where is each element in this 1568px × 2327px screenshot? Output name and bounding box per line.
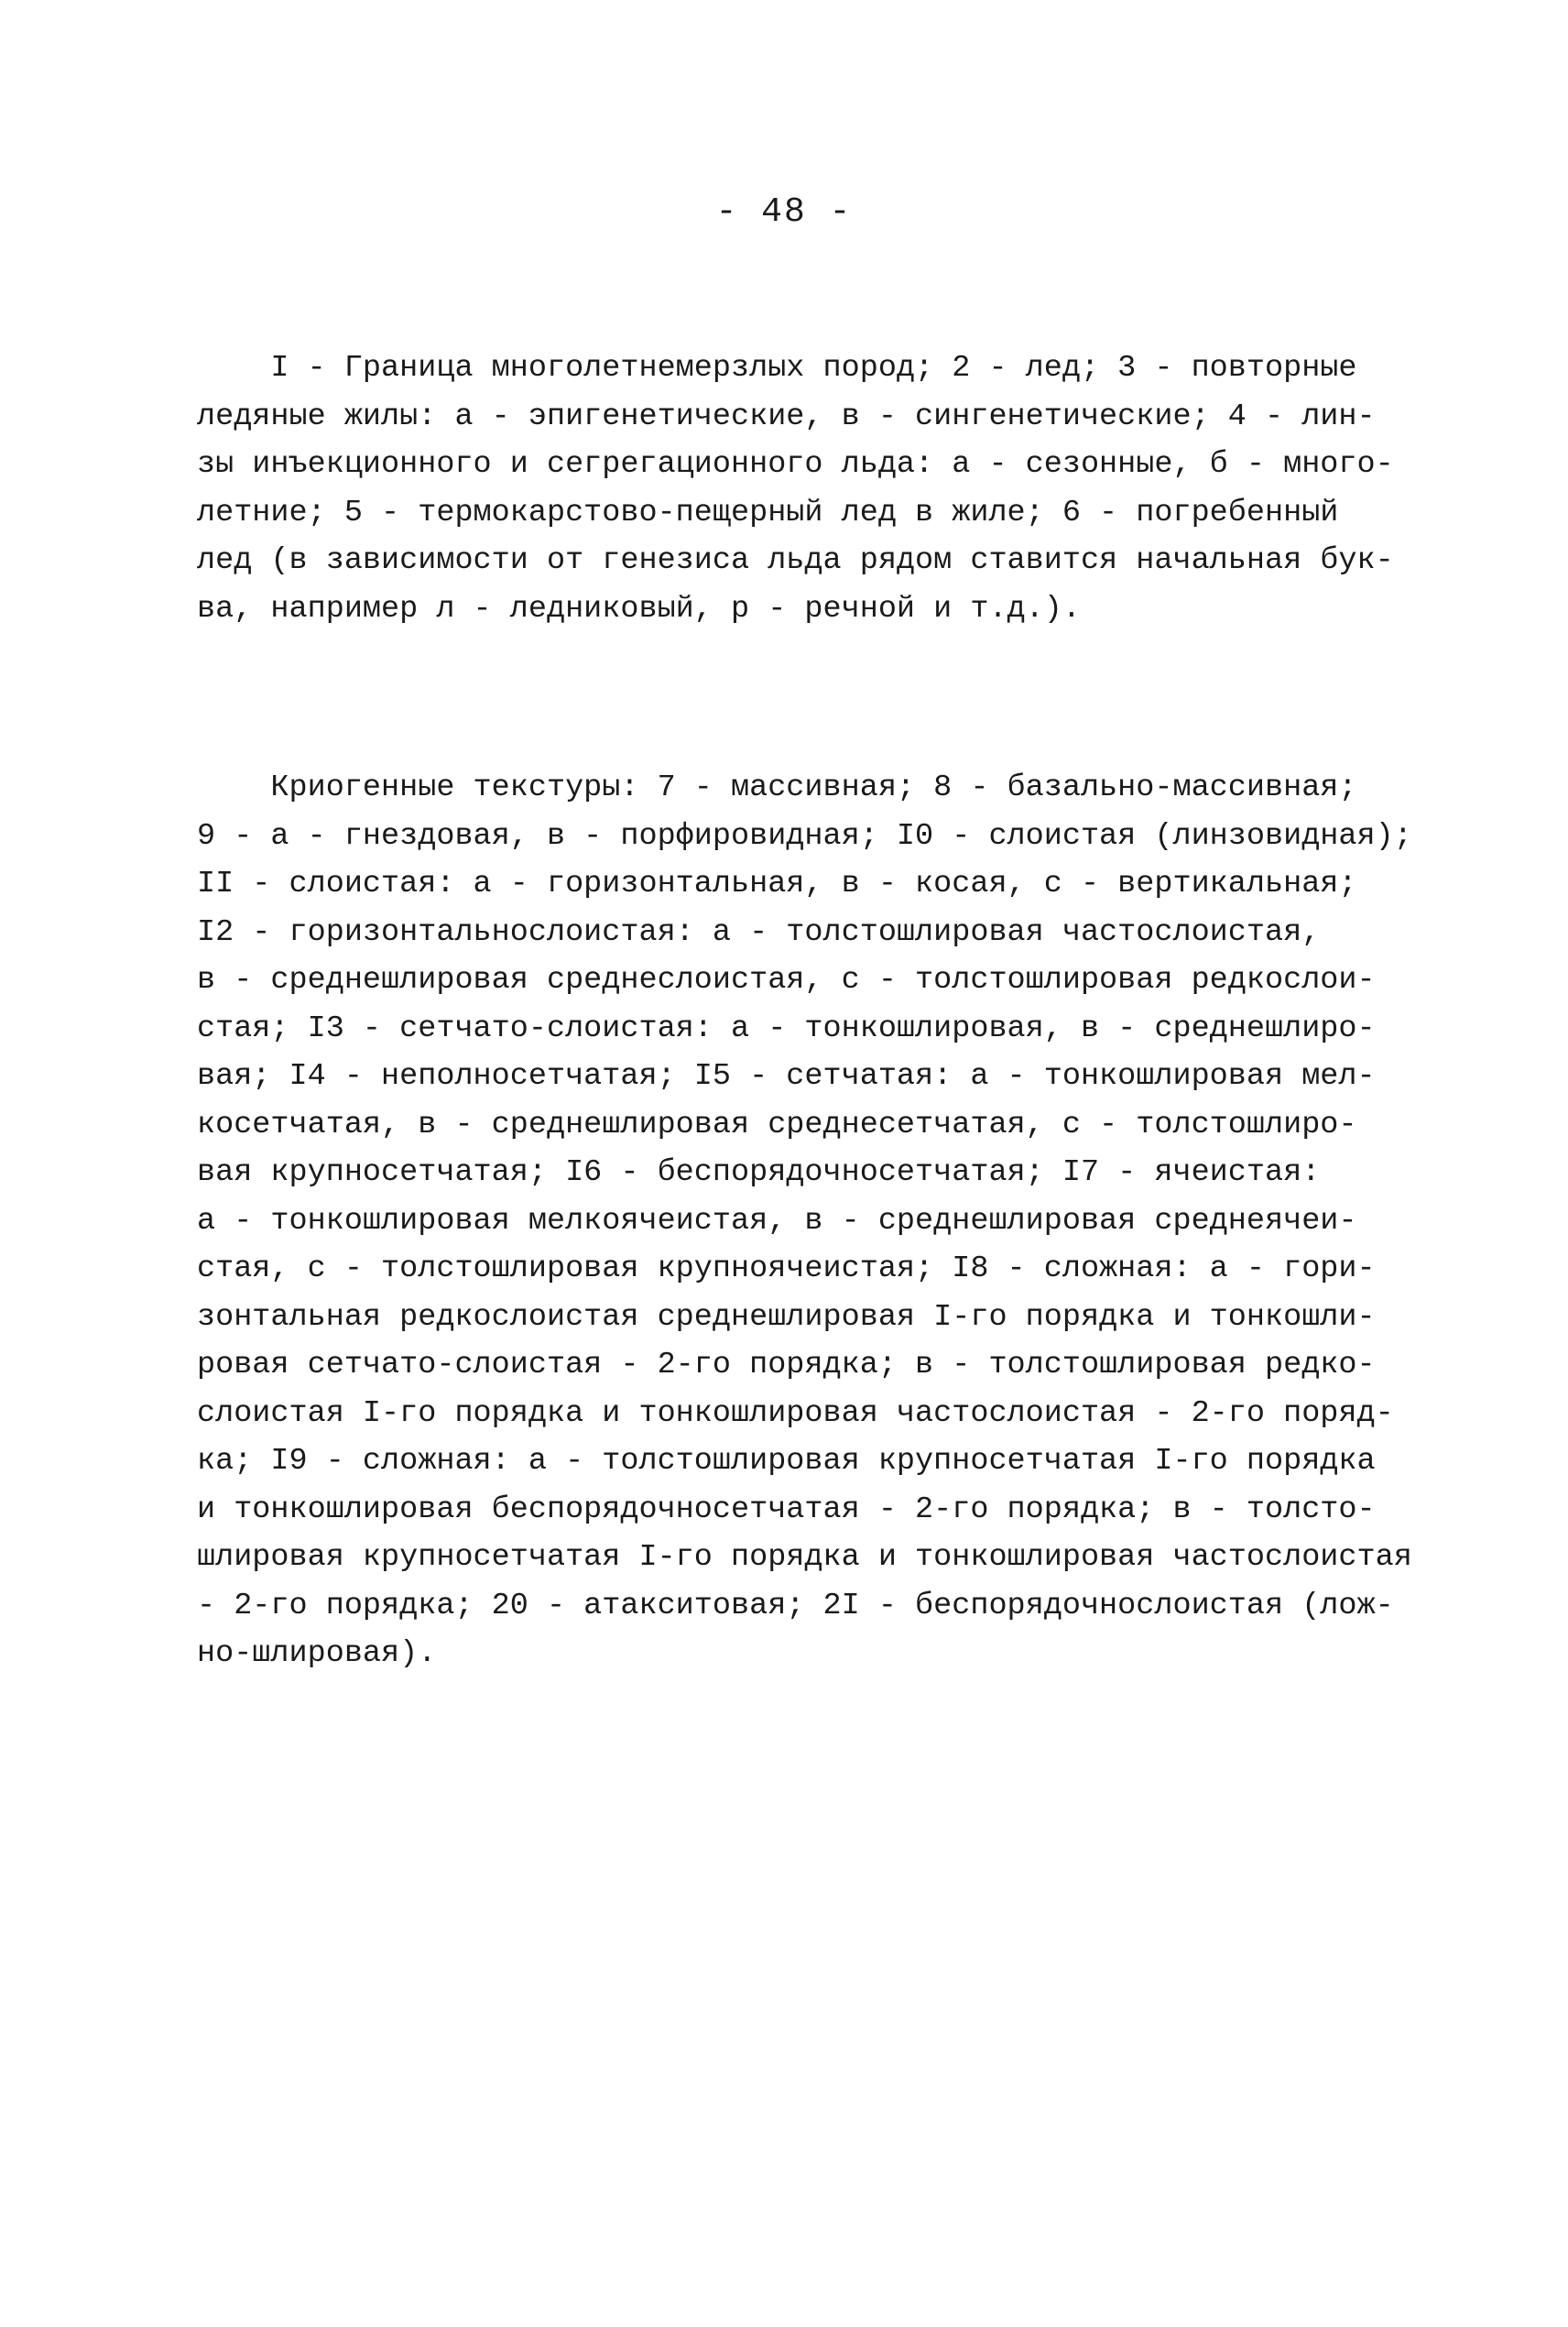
text-line: стая; I3 - сетчато-слоистая: а - тонкошлировая, в - среднешлиро- <box>197 1011 1376 1046</box>
text-line: слоистая I-го порядка и тонкошлировая частослоистая - 2-го поряд- <box>197 1395 1394 1431</box>
text-line: ледяные жилы: а - эпигенетические, в - сингенетические; 4 - лин- <box>197 399 1376 434</box>
legend-paragraph-cryogenic-textures <box>197 764 1433 1678</box>
legend-paragraph-ice-types <box>197 344 1433 633</box>
text-line: I2 - горизонтальнослоистая: а - толстошлировая частослоистая, <box>197 914 1321 950</box>
text-line: косетчатая, в - среднешлировая среднесетчатая, с - толстошлиро- <box>197 1107 1357 1142</box>
text-line: Криогенные текстуры: 7 - массивная; 8 - базально-массивная; <box>197 770 1357 805</box>
text-line: ка; I9 - сложная: а - толстошлировая крупносетчатая I-го порядка <box>197 1444 1376 1479</box>
page-number: - 48 - <box>715 192 853 232</box>
text-line: - 2-го порядка; 20 - атакситовая; 2I - беспорядочнослоистая (лож- <box>197 1588 1394 1623</box>
text-line: 9 - а - гнездовая, в - порфировидная; I0 - слоистая (линзовидная); <box>197 818 1412 854</box>
text-line: вая; I4 - неполносетчатая; I5 - сетчатая: а - тонкошлировая мел- <box>197 1059 1376 1094</box>
text-line: зы инъекционного и сегрегационного льда: а - сезонные, б - много- <box>197 447 1394 482</box>
text-line: стая, с - толстошлировая крупноячеистая; I8 - сложная: а - гори- <box>197 1251 1376 1286</box>
text-line: II - слоистая: а - горизонтальная, в - косая, с - вертикальная; <box>197 867 1357 901</box>
text-line: шлировая крупносетчатая I-го порядка и тонкошлировая частослоистая <box>197 1540 1412 1575</box>
text-line: лед (в зависимости от генезиса льда рядом ставится начальная бук- <box>197 543 1394 578</box>
text-line: вая крупносетчатая; I6 - беспорядочносетчатая; I7 - ячеистая: <box>197 1155 1321 1190</box>
text-line: ва, например л - ледниковый, р - речной и т.д.). <box>197 591 1081 627</box>
text-line: I - Граница многолетнемерзлых пород; 2 - лед; 3 - повторные <box>197 351 1357 386</box>
text-line: а - тонкошлировая мелкоячеистая, в - среднешлировая среднеячеи- <box>197 1203 1357 1239</box>
text-line: ровая сетчато-слоистая - 2-го порядка; в - толстошлировая редко- <box>197 1348 1376 1382</box>
text-line: зонтальная редкослоистая среднешлировая I-го порядка и тонкошли- <box>197 1299 1376 1335</box>
text-line: но-шлировая). <box>197 1636 437 1671</box>
text-line: в - среднешлировая среднеслоистая, с - толстошлировая редкослои- <box>197 963 1376 998</box>
text-line: летние; 5 - термокарстово-пещерный лед в жиле; 6 - погребенный <box>197 495 1339 530</box>
text-line: и тонкошлировая беспорядочносетчатая - 2-го порядка; в - толсто- <box>197 1491 1376 1527</box>
